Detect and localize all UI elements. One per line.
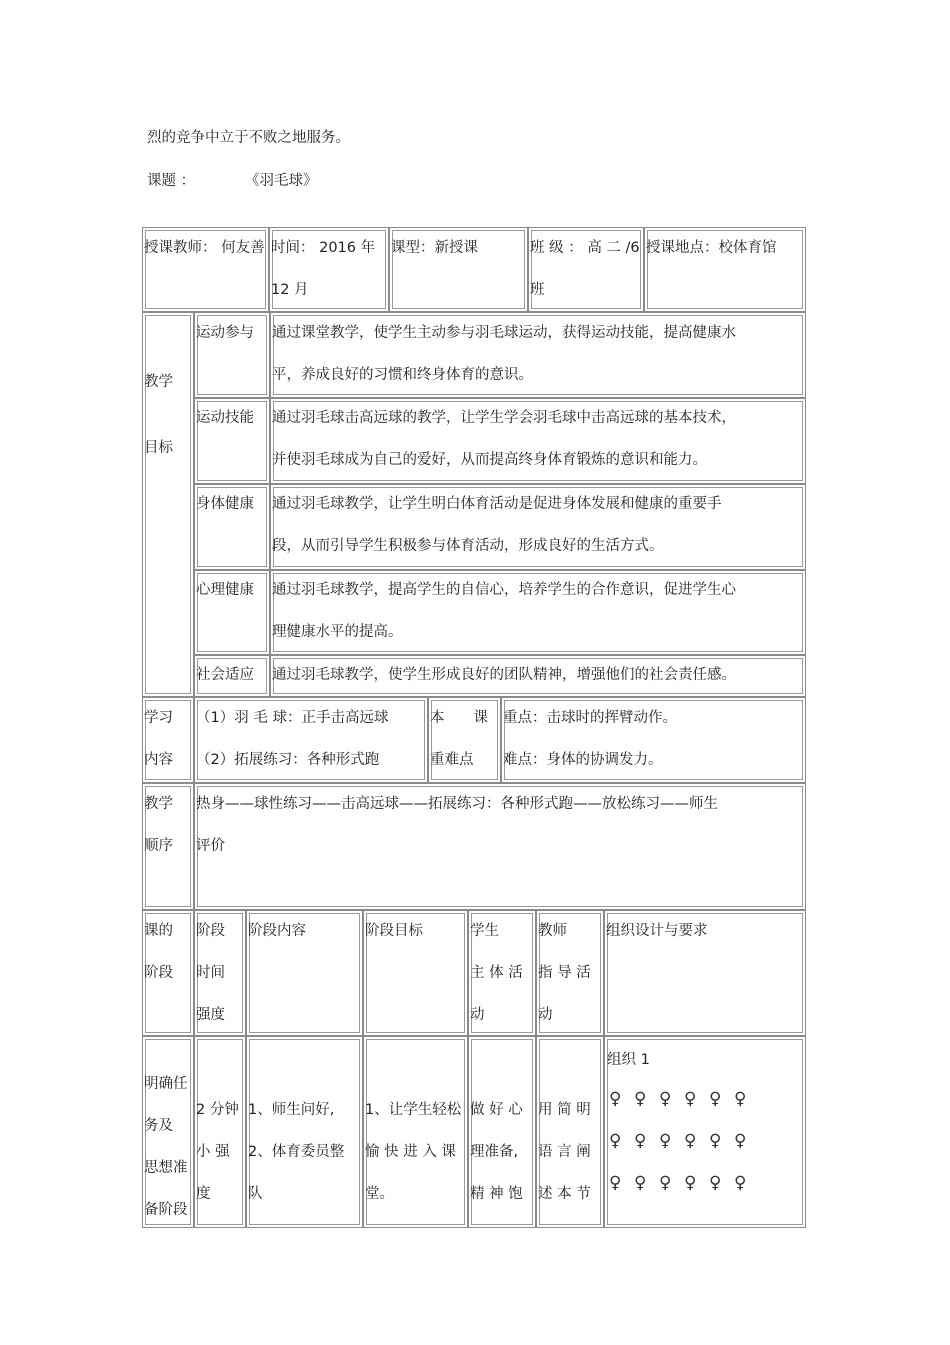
stage1-time-2: 小 强 bbox=[196, 1144, 230, 1160]
learning-label-2: 内容 bbox=[144, 752, 173, 768]
goal-header: 阶段目标 bbox=[365, 923, 423, 939]
time-header-2: 时间 bbox=[196, 965, 225, 981]
teacher-text: 授课教师： 何友善 bbox=[144, 240, 265, 256]
student-figure-icon: ♀ bbox=[609, 1089, 622, 1109]
stage1-name-2: 务及 bbox=[144, 1118, 173, 1134]
formation-row bbox=[609, 1131, 759, 1151]
difficulty-text: 难点：身体的协调发力。 bbox=[503, 752, 663, 768]
teacher-header-2: 指 导 活 bbox=[538, 965, 591, 981]
stage1-content-2: 2、体育委员整 bbox=[248, 1144, 345, 1160]
student-figure-icon: ♀ bbox=[709, 1131, 722, 1151]
obj-text-3b: 段，从而引导学生积极参与体育活动，形成良好的生活方式。 bbox=[272, 538, 664, 554]
student-figure-icon: ♀ bbox=[709, 1173, 722, 1193]
student-figure-icon: ♀ bbox=[734, 1131, 747, 1151]
sequence-label-2: 顺序 bbox=[144, 838, 173, 854]
student-figure-icon: ♀ bbox=[709, 1089, 722, 1109]
obj-text-1a: 通过课堂教学，使学生主动参与羽毛球运动，获得运动技能，提高健康水 bbox=[272, 325, 736, 341]
cell-stage1-content bbox=[246, 1036, 363, 1228]
obj-text-5a: 通过羽毛球教学，使学生形成良好的团队精神，增强他们的社会责任感。 bbox=[272, 667, 736, 683]
formation-row bbox=[609, 1173, 759, 1193]
time-header-1: 阶段 bbox=[196, 923, 225, 939]
student-figure-icon: ♀ bbox=[634, 1131, 647, 1151]
stage1-teacher-2: 语 言 阐 bbox=[538, 1144, 591, 1160]
student-header-3: 动 bbox=[470, 1007, 485, 1023]
time-line1: 时间： 2016 年 bbox=[271, 240, 376, 256]
sequence-line-2: 评价 bbox=[196, 838, 225, 854]
cell-objectives-label bbox=[142, 312, 194, 697]
key-label-2: 重难点 bbox=[430, 752, 474, 768]
key-label-1 bbox=[430, 708, 488, 728]
key-label-1a: 本 bbox=[430, 710, 445, 726]
obj-text-1b: 平，养成良好的习惯和终身体育的意识。 bbox=[272, 367, 533, 383]
org-header: 组织设计与要求 bbox=[606, 923, 708, 939]
stage1-goal-2: 愉 快 进 入 课 bbox=[365, 1144, 456, 1160]
class-line2: 班 bbox=[530, 282, 545, 298]
learning-item-1: （1）羽 毛 球：正手击高远球 bbox=[196, 710, 389, 726]
stage1-goal-1: 1、让学生轻松 bbox=[365, 1102, 462, 1118]
student-figure-icon: ♀ bbox=[684, 1173, 697, 1193]
student-figure-icon: ♀ bbox=[659, 1089, 672, 1109]
time-header-3: 强度 bbox=[196, 1007, 225, 1023]
org-title: 组织 1 bbox=[607, 1052, 650, 1068]
objectives-label-2: 目标 bbox=[144, 440, 173, 456]
student-header-2: 主 体 活 bbox=[470, 965, 523, 981]
stage1-student-3: 精 神 饱 bbox=[470, 1186, 523, 1202]
stage1-goal-3: 堂。 bbox=[365, 1186, 394, 1202]
class-line1: 班 级 ： 高 二 /6 bbox=[530, 240, 640, 256]
student-header-1: 学生 bbox=[470, 923, 499, 939]
stage1-teacher-3: 述 本 节 bbox=[538, 1186, 591, 1202]
obj-name-1: 运动参与 bbox=[196, 325, 254, 341]
key-point-text: 重点：击球时的挥臂动作。 bbox=[503, 710, 677, 726]
obj-text-3a: 通过羽毛球教学，让学生明白体育活动是促进身体发展和健康的重要手 bbox=[272, 496, 722, 512]
location-text: 授课地点：校体育馆 bbox=[646, 240, 777, 256]
time-line2: 12 月 bbox=[271, 282, 309, 298]
stage1-teacher-1: 用 简 明 bbox=[538, 1102, 591, 1118]
stage1-content-3: 队 bbox=[248, 1186, 263, 1202]
stage1-time-1: 2 分钟 bbox=[196, 1102, 239, 1118]
student-figure-icon: ♀ bbox=[684, 1131, 697, 1151]
obj-text-4a: 通过羽毛球教学，提高学生的自信心，培养学生的合作意识，促进学生心 bbox=[272, 582, 736, 598]
student-figure-icon: ♀ bbox=[734, 1089, 747, 1109]
learning-item-2: （2）拓展练习：各种形式跑 bbox=[196, 752, 380, 768]
sequence-line-1: 热身——球性练习——击高远球——拓展练习：各种形式跑——放松练习——师生 bbox=[196, 796, 718, 812]
stage1-name-4: 备阶段 bbox=[144, 1202, 188, 1218]
student-figure-icon: ♀ bbox=[634, 1089, 647, 1109]
formation-row bbox=[609, 1089, 759, 1109]
stage-header-1: 课的 bbox=[144, 923, 173, 939]
student-figure-icon: ♀ bbox=[634, 1173, 647, 1193]
obj-text-2a: 通过羽毛球击高远球的教学，让学生学会羽毛球中击高远球的基本技术， bbox=[272, 410, 736, 426]
stage1-time-3: 度 bbox=[196, 1186, 211, 1202]
learning-label-1: 学习 bbox=[144, 710, 173, 726]
teacher-header-1: 教师 bbox=[538, 923, 567, 939]
student-figure-icon: ♀ bbox=[609, 1173, 622, 1193]
obj-name-2: 运动技能 bbox=[196, 410, 254, 426]
obj-name-3: 身体健康 bbox=[196, 496, 254, 512]
intro-line: 烈的竞争中立于不败之地服务。 bbox=[147, 130, 350, 146]
stage1-name-3: 思想准 bbox=[144, 1160, 188, 1176]
key-label-1b: 课 bbox=[473, 710, 488, 726]
obj-text-4b: 理健康水平的提高。 bbox=[272, 624, 403, 640]
student-figure-icon: ♀ bbox=[659, 1173, 672, 1193]
stage1-name-1: 明确任 bbox=[144, 1076, 188, 1092]
topic-value: 《羽毛球》 bbox=[245, 173, 318, 189]
obj-text-2b: 并使羽毛球成为自己的爱好，从而提高终身体育锻炼的意识和能力。 bbox=[272, 452, 707, 468]
topic-label: 课题 ： bbox=[147, 173, 196, 189]
student-figure-icon: ♀ bbox=[684, 1089, 697, 1109]
teacher-header-3: 动 bbox=[538, 1007, 553, 1023]
stage1-content-1: 1、师生问好, bbox=[248, 1102, 335, 1118]
stage1-student-2: 理准备, bbox=[470, 1144, 519, 1160]
objectives-label-1: 教学 bbox=[144, 374, 173, 390]
obj-name-5: 社会适应 bbox=[196, 667, 254, 683]
lesson-type-text: 课型：新授课 bbox=[391, 240, 478, 256]
stage1-student-1: 做 好 心 bbox=[470, 1102, 523, 1118]
content-header: 阶段内容 bbox=[248, 923, 306, 939]
obj-name-4: 心理健康 bbox=[196, 582, 254, 598]
stage-header-2: 阶段 bbox=[144, 965, 173, 981]
sequence-label-1: 教学 bbox=[144, 796, 173, 812]
student-figure-icon: ♀ bbox=[734, 1173, 747, 1193]
student-figure-icon: ♀ bbox=[659, 1131, 672, 1151]
student-figure-icon: ♀ bbox=[609, 1131, 622, 1151]
